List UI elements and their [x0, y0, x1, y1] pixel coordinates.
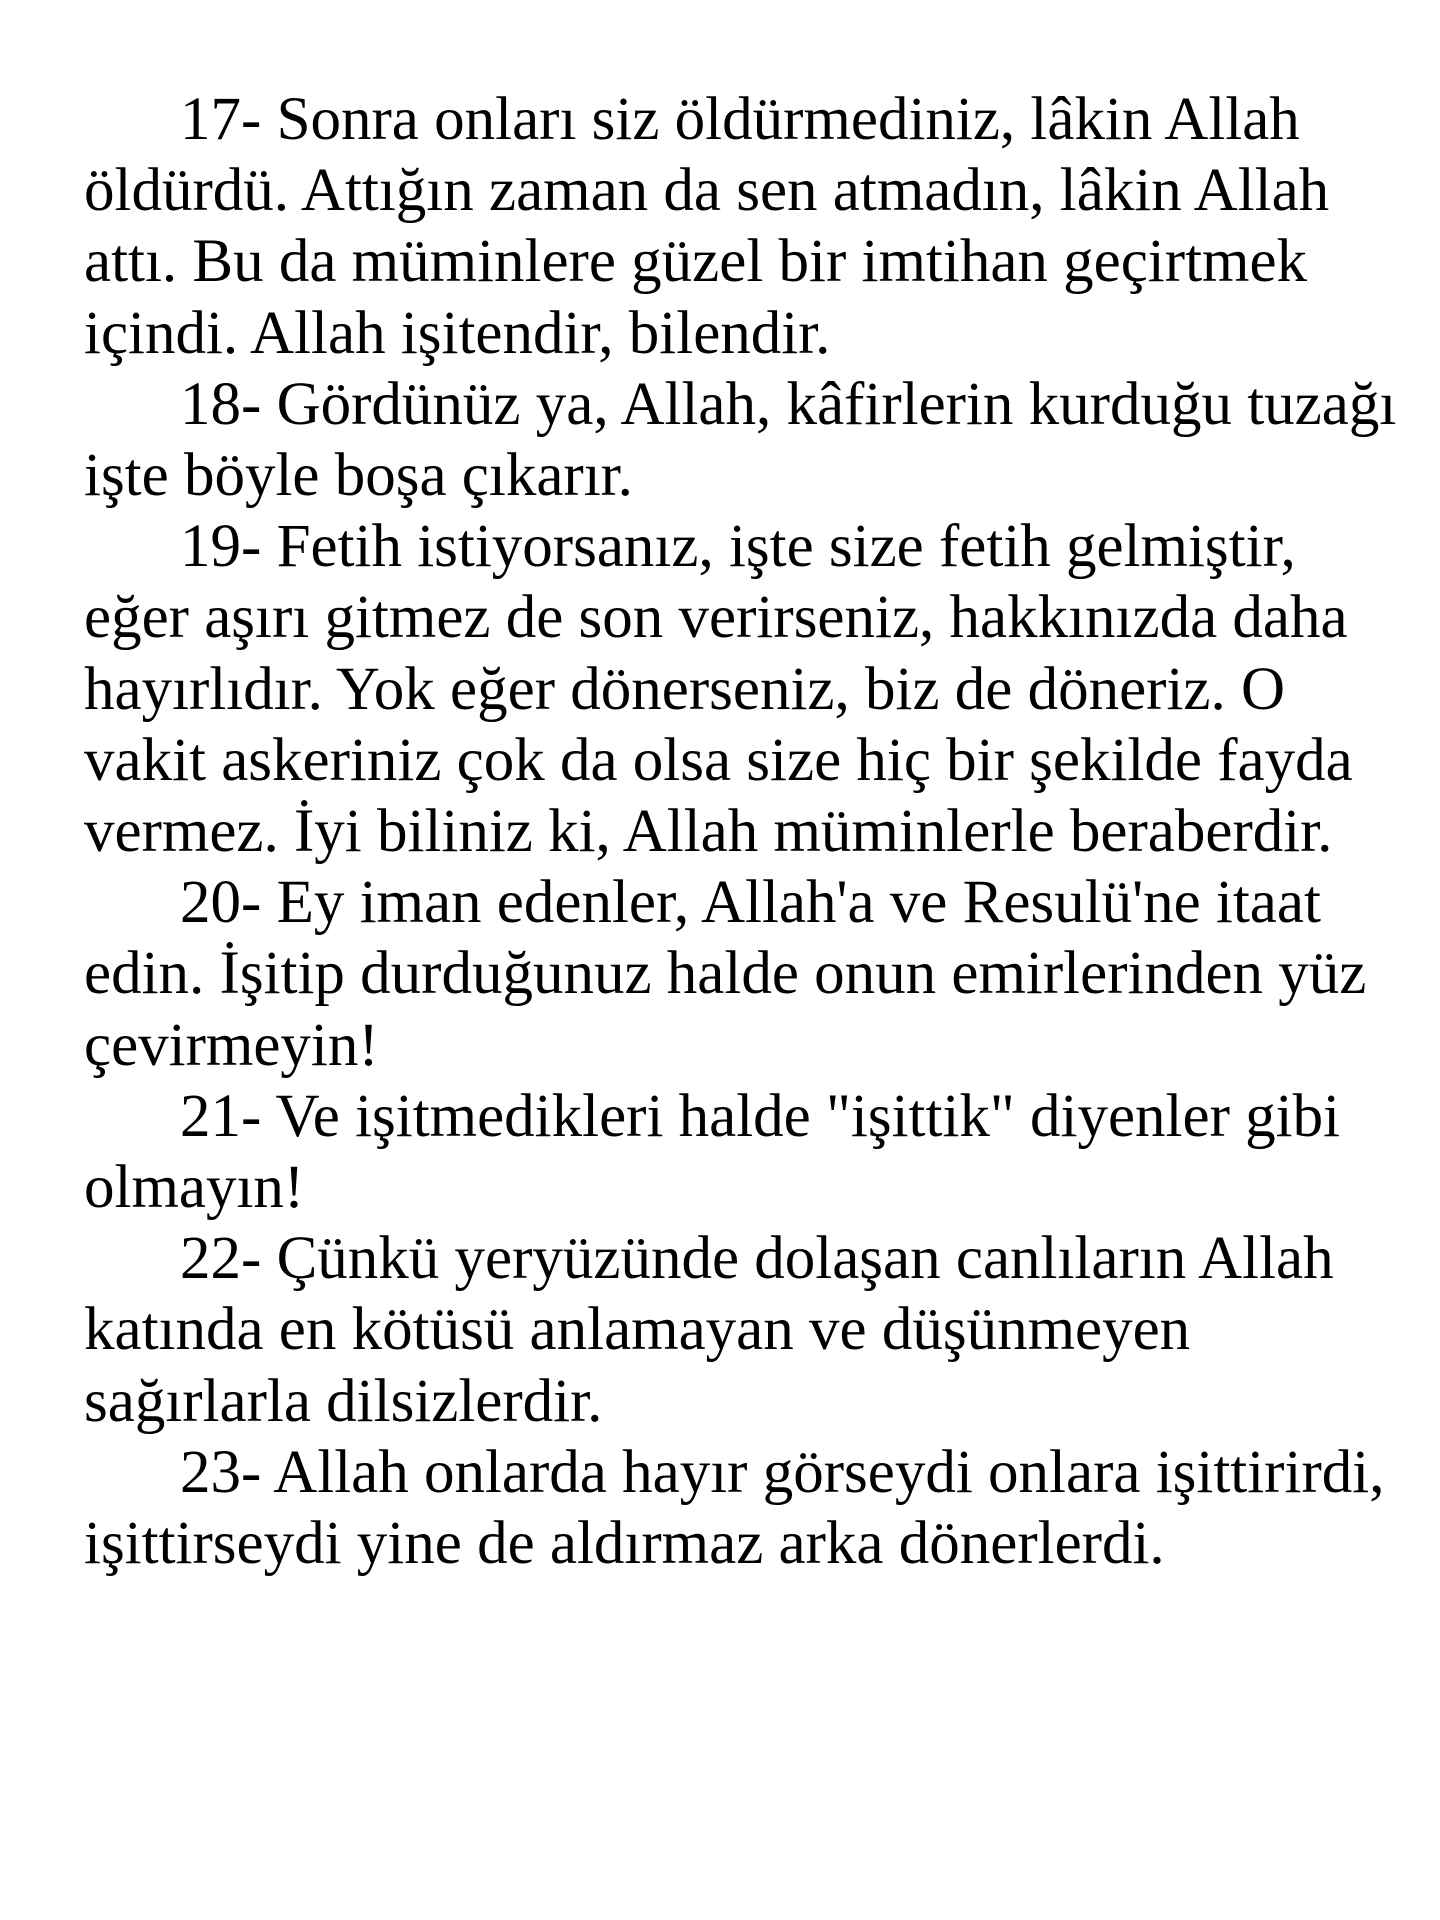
verse-23: 23- Allah onlarda hayır görseydi onlara işittirirdi, işittirseydi yine de aldırmaz arka dönerlerdi.: [84, 1438, 1385, 1578]
verse-21: 21- Ve işitmedikleri halde "işittik" diyenler gibi olmayın!: [84, 1082, 1341, 1222]
verse-18: 18- Gördünüz ya, Allah, kâfirlerin kurduğu tuzağı işte böyle boşa çıkarır.: [84, 370, 1397, 510]
verse-19: 19- Fetih istiyorsanız, işte size fetih gelmiştir, eğer aşırı gitmez de son verirseniz, hakkınızda daha hayırlıdır. Yok eğer dönerseniz, biz de döneriz. O vakit askeriniz çok da olsa size hiç bir şekilde fayda vermez. İyi biliniz ki, Allah müminlerle beraberdir.: [84, 513, 1353, 866]
verse-20: 20- Ey iman edenler, Allah'a ve Resulü'ne itaat edin. İşitip durduğunuz halde onun emirlerinden yüz çevirmeyin!: [84, 869, 1367, 1079]
verse-22: 22- Çünkü yeryüzünde dolaşan canlıların Allah katında en kötüsü anlamayan ve düşünmeyen sağırlarla dilsizlerdir.: [84, 1225, 1334, 1435]
document-page: [84, 84, 1404, 1579]
verse-17: 17- Sonra onları siz öldürmediniz, lâkin Allah öldürdü. Attığın zaman da sen atmadın, lâkin Allah attı. Bu da müminlere güzel bir imtihan geçirtmek içindi. Allah işitendir, bilendir.: [84, 86, 1330, 367]
